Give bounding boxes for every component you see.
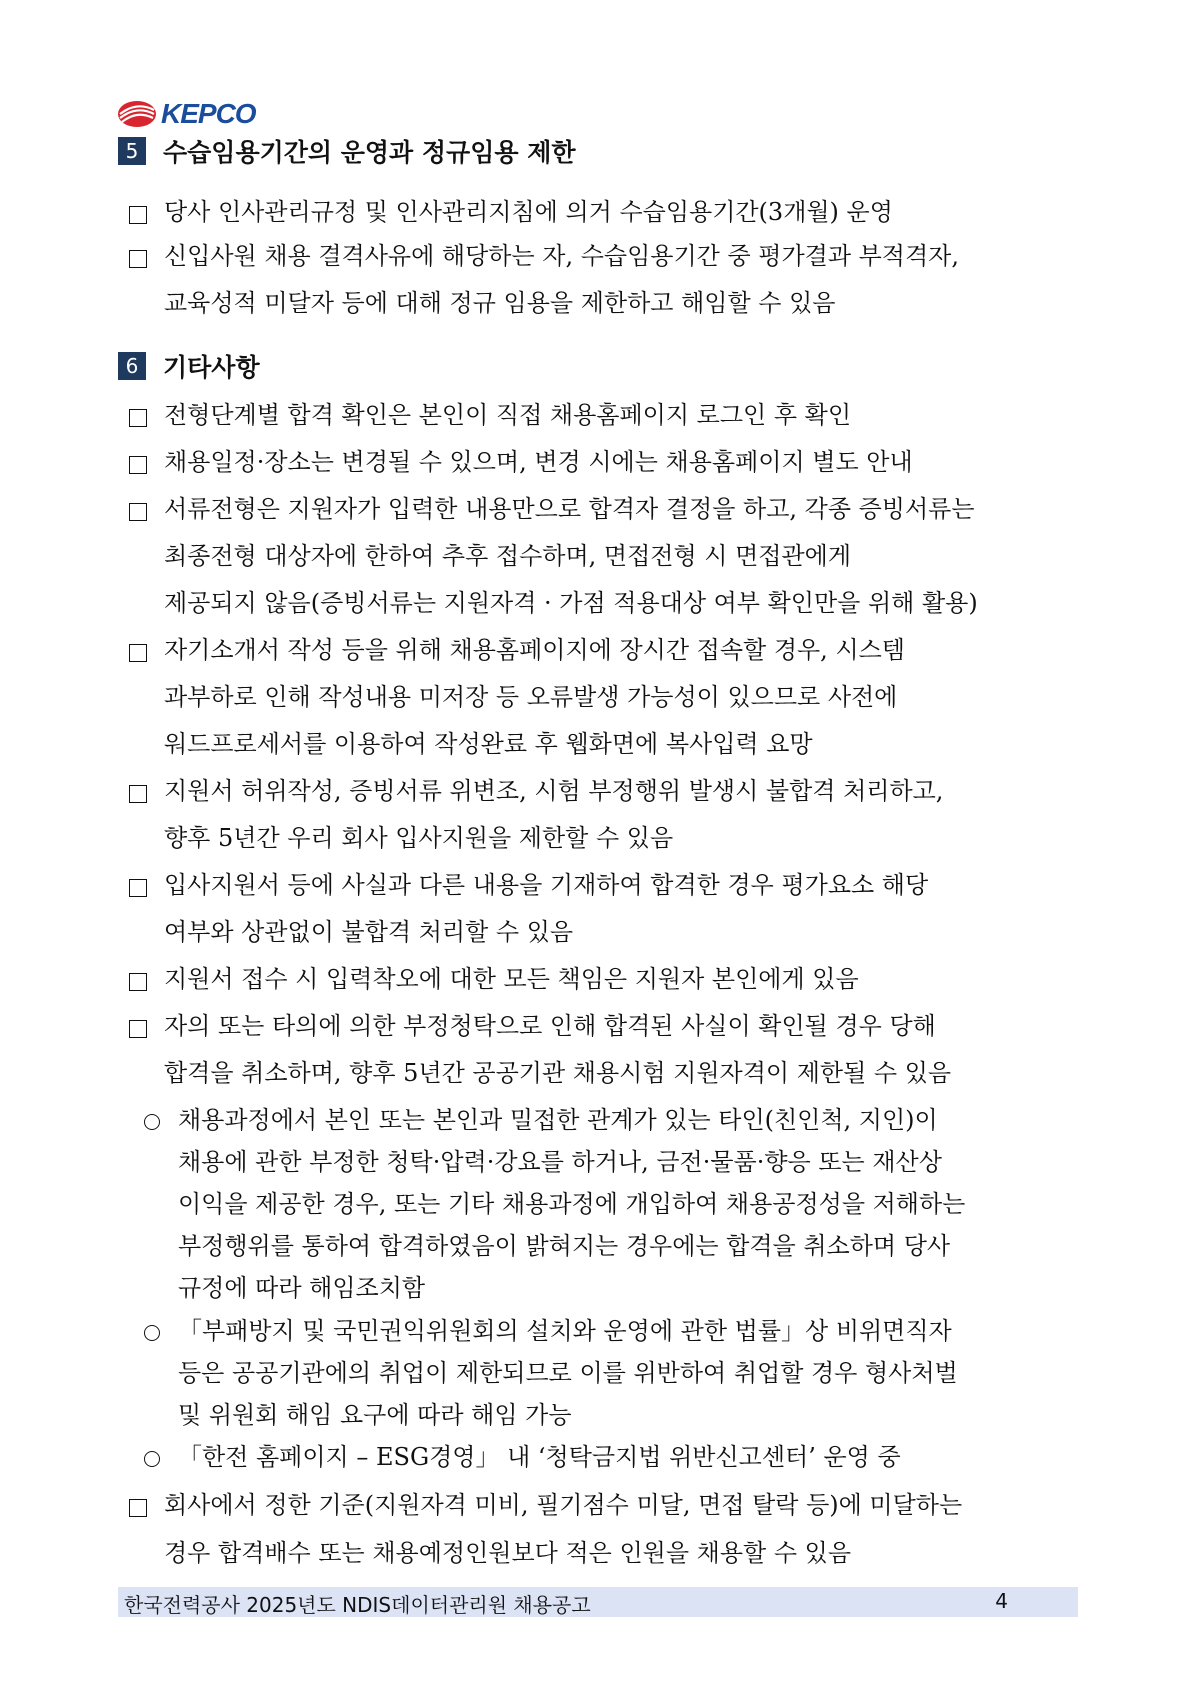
sub-list-item-continued: 및 위원회 해임 요구에 따라 해임 가능 [178,1401,572,1429]
circle-bullet-icon [144,1114,160,1130]
checkbox-bullet-icon [129,879,147,897]
kepco-logo-text: KEPCO [161,98,256,129]
sub-list-item-continued: 부정행위를 통하여 합격하였음이 밝혀지는 경우에는 합격을 취소하며 당사 [178,1232,951,1260]
kepco-logo [117,98,256,130]
sub-list-item-continued: 이익을 제공한 경우, 또는 기타 채용과정에 개입하여 채용공정성을 저해하는 [178,1190,966,1218]
checkbox-bullet-icon [129,503,147,521]
list-item: 회사에서 정한 기준(지원자격 미비, 필기점수 미달, 면접 탈락 등)에 미달하는 [164,1491,963,1519]
page-footer [118,1587,1078,1617]
list-item: 자기소개서 작성 등을 위해 채용홈페이지에 장시간 접속할 경우, 시스템 [164,636,905,664]
list-item-continued: 합격을 취소하며, 향후 5년간 공공기관 채용시험 지원자격이 제한될 수 있음 [164,1059,952,1087]
list-item: 전형단계별 합격 확인은 본인이 직접 채용홈페이지 로그인 후 확인 [164,401,851,429]
checkbox-bullet-icon [129,409,147,427]
checkbox-bullet-icon [129,456,147,474]
list-item: 신입사원 채용 결격사유에 해당하는 자, 수습임용기간 중 평가결과 부적격자, [164,242,959,270]
circle-bullet-icon [144,1325,160,1341]
list-item: 자의 또는 타의에 의한 부정청탁으로 인해 합격된 사실이 확인될 경우 당해 [164,1012,936,1040]
list-item-continued: 과부하로 인해 작성내용 미저장 등 오류발생 가능성이 있으므로 사전에 [164,683,898,711]
checkbox-bullet-icon [129,250,147,268]
footer-title: 한국전력공사 2025년도 NDIS데이터관리원 채용공고 [124,1593,591,1617]
checkbox-bullet-icon [129,206,147,224]
section-heading-5 [118,133,576,169]
list-item: 당사 인사관리규정 및 인사관리지침에 의거 수습임용기간(3개월) 운영 [164,198,893,226]
list-item: 입사지원서 등에 사실과 다른 내용을 기재하여 합격한 경우 평가요소 해당 [164,871,929,899]
checkbox-bullet-icon [129,1499,147,1517]
sub-list-item-continued: 등은 공공기관에의 취업이 제한되므로 이를 위반하여 취업할 경우 형사처벌 [178,1359,958,1387]
list-item-continued: 워드프로세서를 이용하여 작성완료 후 웹화면에 복사입력 요망 [164,730,813,758]
sub-list-item: 「한전 홈페이지 – ESG경영」 내 ‘청탁금지법 위반신고센터’ 운영 중 [178,1443,901,1471]
kepco-logo-icon [117,99,157,129]
checkbox-bullet-icon [129,1020,147,1038]
list-item: 지원서 접수 시 입력착오에 대한 모든 책임은 지원자 본인에게 있음 [164,965,859,993]
sub-list-item-continued: 채용에 관한 부정한 청탁·압력·강요를 하거나, 금전·물품·향응 또는 재산상 [178,1148,942,1176]
section-number: 5 [118,137,146,165]
list-item-continued: 최종전형 대상자에 한하여 추후 접수하며, 면접전형 시 면접관에게 [164,542,851,570]
list-item-continued: 교육성적 미달자 등에 대해 정규 임용을 제한하고 해임할 수 있음 [164,289,836,317]
page-number: 4 [995,1589,1008,1613]
list-item: 채용일정·장소는 변경될 수 있으며, 변경 시에는 채용홈페이지 별도 안내 [164,448,913,476]
list-item: 서류전형은 지원자가 입력한 내용만으로 합격자 결정을 하고, 각종 증빙서류는 [164,495,975,523]
list-item-continued: 여부와 상관없이 불합격 처리할 수 있음 [164,918,574,946]
checkbox-bullet-icon [129,973,147,991]
sub-list-item-continued: 규정에 따라 해임조치함 [178,1274,426,1302]
circle-bullet-icon [144,1451,160,1467]
section-number: 6 [118,352,146,380]
section-title: 기타사항 [163,353,260,382]
list-item: 지원서 허위작성, 증빙서류 위변조, 시험 부정행위 발생시 불합격 처리하고, [164,777,944,805]
list-item-continued: 향후 5년간 우리 회사 입사지원을 제한할 수 있음 [164,824,674,852]
checkbox-bullet-icon [129,644,147,662]
section-title: 수습임용기간의 운영과 정규임용 제한 [163,138,576,167]
sub-list-item: 「부패방지 및 국민권익위원회의 설치와 운영에 관한 법률」상 비위면직자 [178,1317,952,1345]
list-item-continued: 제공되지 않음(증빙서류는 지원자격 · 가점 적용대상 여부 확인만을 위해 활용) [164,589,978,617]
section-heading-6 [118,348,260,384]
list-item-continued: 경우 합격배수 또는 채용예정인원보다 적은 인원을 채용할 수 있음 [164,1539,851,1567]
checkbox-bullet-icon [129,785,147,803]
sub-list-item: 채용과정에서 본인 또는 본인과 밀접한 관계가 있는 타인(친인척, 지인)이 [178,1106,938,1134]
